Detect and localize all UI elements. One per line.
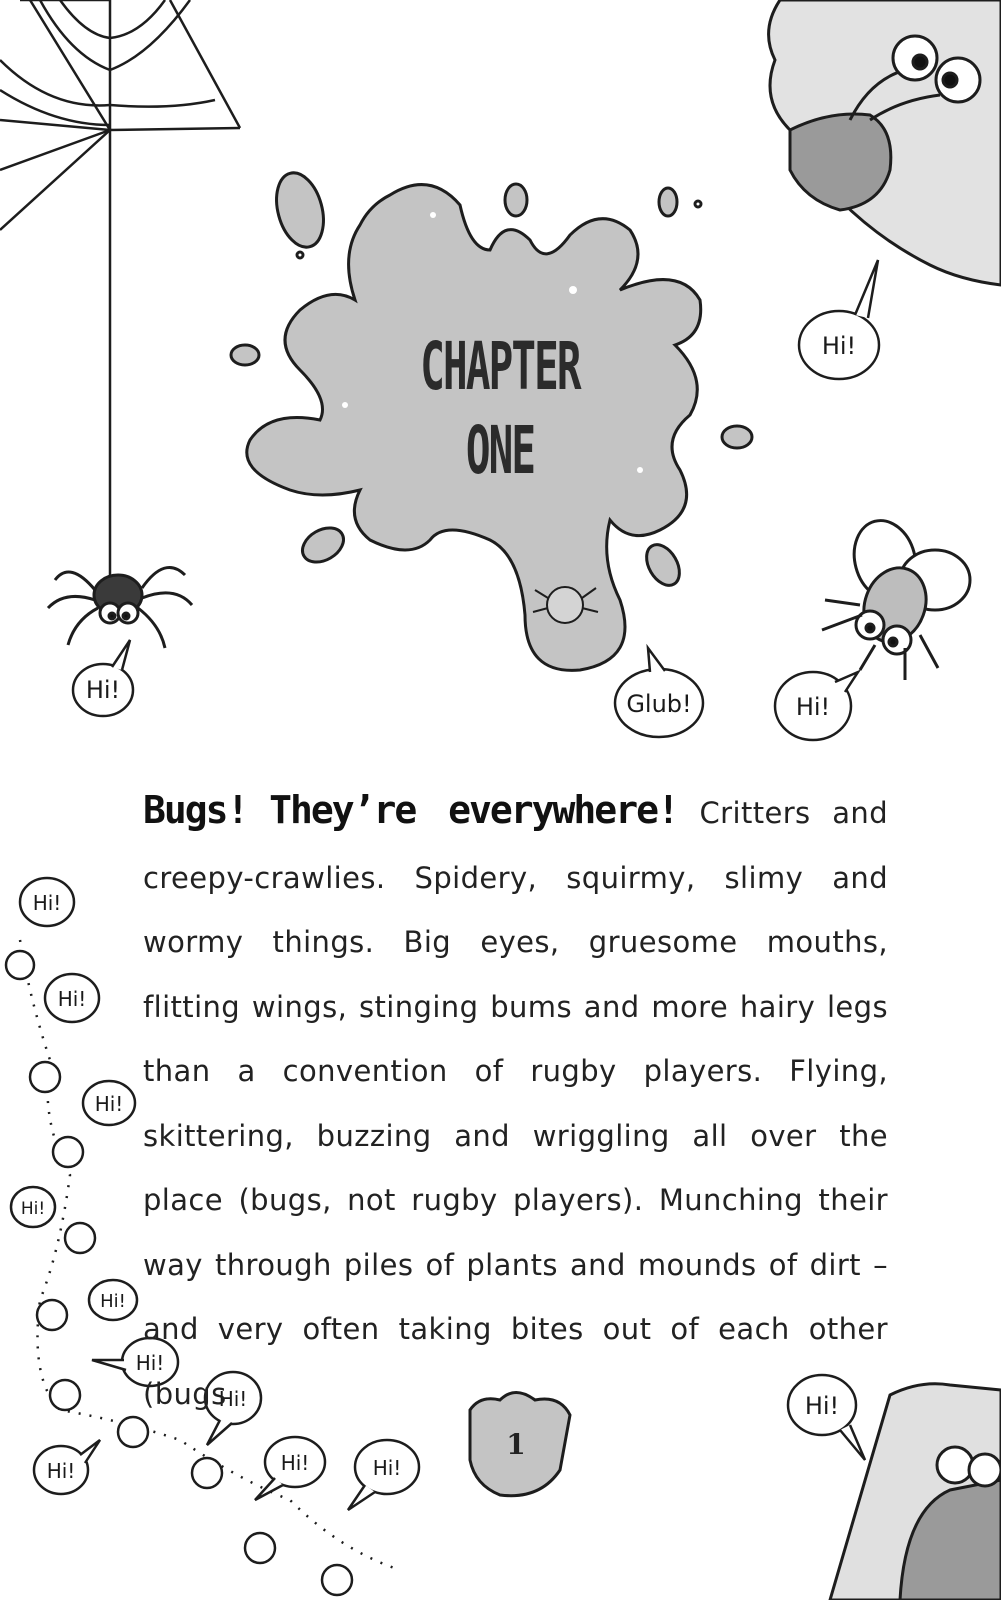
- bubble-label: Hi!: [32, 891, 62, 915]
- bubble-label: Hi!: [795, 693, 831, 721]
- chapter-title-line1: CHAPTER: [420, 328, 580, 405]
- speech-bubble: [34, 1440, 100, 1494]
- speech-bubble: [775, 672, 858, 740]
- bubble-label: Hi!: [20, 1199, 46, 1219]
- bubble-label: Hi!: [821, 332, 857, 360]
- speech-bubble: [83, 1081, 135, 1125]
- speech-bubble: [348, 1440, 419, 1510]
- speech-bubble: [615, 648, 703, 737]
- bubble-label: Hi!: [218, 1387, 248, 1411]
- bubble-label: Hi!: [135, 1351, 165, 1375]
- bubble-label: Hi!: [94, 1092, 124, 1116]
- body-paragraph: [143, 778, 888, 1426]
- speech-bubble: [89, 1280, 137, 1320]
- chapter-title-line2: ONE: [465, 412, 535, 489]
- bubble-label: Hi!: [57, 987, 87, 1011]
- bubble-label: Hi!: [372, 1456, 402, 1480]
- chapter-title: [407, 325, 593, 493]
- bubble-label: Hi!: [46, 1459, 76, 1483]
- page-number: 1: [506, 1428, 526, 1461]
- lead-bugs: Bugs!: [143, 788, 248, 832]
- speech-bubble: [73, 640, 133, 716]
- bubble-label: Hi!: [280, 1451, 310, 1475]
- bubble-label: Glub!: [626, 690, 692, 718]
- speech-bubble: [11, 1187, 55, 1227]
- speech-bubble: [255, 1437, 325, 1500]
- body-text: Critters and creepy-crawlies. Spidery, squirmy, slimy and wormy things. Big eyes, gruesome mouths, flitting wings, stinging bums and more hairy legs than a convention of rugby players. Flying, skittering, buzzing and wriggling all over the place (bugs, not rugby players). Munching their way through piles of plants and mounds of dirt – and very often taking bites out of each other (bugs: [143, 796, 888, 1411]
- lead-everywhere: They’re everywhere!: [269, 788, 678, 832]
- bubble-label: Hi!: [100, 1291, 126, 1312]
- speech-bubble: [20, 878, 74, 926]
- speech-bubble: [799, 260, 879, 379]
- bubble-label: Hi!: [804, 1392, 840, 1420]
- bubble-label: Hi!: [85, 676, 121, 704]
- speech-bubble: [45, 974, 99, 1022]
